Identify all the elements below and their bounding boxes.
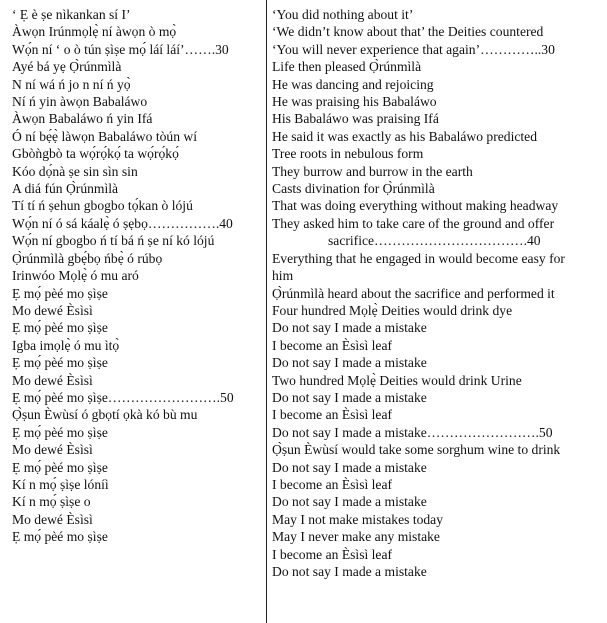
english-line-1: ‘You did nothing about it’ bbox=[272, 7, 414, 22]
english-line-20: I become an Èsìsì leaf bbox=[272, 337, 393, 353]
yoruba-line-30: Mo dewé Èsìsì bbox=[12, 511, 93, 527]
english-line-12: That was doing everything without making headway bbox=[272, 198, 559, 214]
english-line-7: His Babaláwo was praising Ifá bbox=[272, 111, 439, 127]
english-line-9: Tree roots in nebulous form bbox=[272, 146, 424, 162]
yoruba-line-6: Ní ń yin àwọn Babaláwo bbox=[12, 94, 148, 110]
english-line-24: I become an Èsìsì leaf bbox=[272, 407, 393, 423]
yoruba-line-16: Irinwóo Mọlẹ̀ ó mu aró bbox=[12, 268, 139, 284]
english-line-11: Casts divination for Ọ̀rúnmìlà bbox=[272, 181, 435, 197]
english-line-31: May I never make any mistake bbox=[272, 529, 440, 545]
english-line-18: Four hundred Mọlẹ̀ Deities would drink dye bbox=[272, 302, 513, 318]
yoruba-line-31: Ẹ mọ́ pèé mo ṣìṣe bbox=[12, 529, 108, 545]
english-line-15: Everything that he engaged in would become easy for bbox=[272, 250, 565, 266]
yoruba-line-12: Tí tí ń ṣehun gbogbo tọ́kan ò lójú bbox=[12, 198, 193, 214]
english-line-30: May I not make mistakes today bbox=[272, 511, 444, 527]
yoruba-line-15: Ọ̀rúnmìlà gbẹ́bọ ńbẹ̀ ó rúbọ bbox=[12, 250, 163, 266]
yoruba-line-17: Ẹ mọ́ pèé mo ṣìṣe bbox=[12, 285, 108, 301]
yoruba-line-22: Mo dewé Èsìsì bbox=[12, 372, 93, 388]
yoruba-line-13: Wọ́n ní ó sá káalẹ̀ ó ṣẹbọ…………….40 bbox=[12, 215, 233, 231]
english-line-21: Do not say I made a mistake bbox=[272, 355, 427, 371]
english-line-19: Do not say I made a mistake bbox=[272, 320, 427, 336]
yoruba-line-10: Kóo dọ́nà ṣe sin sìn sin bbox=[12, 163, 138, 179]
english-line-10: They burrow and burrow in the earth bbox=[272, 163, 473, 179]
english-line-5: He was dancing and rejoicing bbox=[272, 76, 434, 92]
yoruba-line-2: Àwọn Irúnmọlẹ̀ ní àwọn ò mọ̀ bbox=[12, 24, 177, 40]
yoruba-line-4: Ayé bá yẹ Ọ̀rúnmìlà bbox=[12, 59, 122, 75]
english-line-22: Two hundred Mọlẹ̀ Deities would drink Urine bbox=[272, 372, 522, 388]
english-line-16: him bbox=[272, 268, 294, 284]
english-line-3: ‘You will never experience that again’…………..30 bbox=[272, 41, 555, 57]
yoruba-line-23: Ẹ mọ́ pèé mo ṣìṣe…………………….50 bbox=[12, 389, 234, 405]
english-line-14: sacrifice…………………………….40 bbox=[328, 233, 541, 249]
english-line-25: Do not say I made a mistake…………………….50 bbox=[272, 424, 553, 440]
english-line-28: I become an Èsìsì leaf bbox=[272, 476, 393, 492]
english-line-2: ‘We didn’t know about that’ the Deities countered bbox=[272, 24, 544, 40]
english-translation-column bbox=[272, 6, 602, 580]
english-line-8: He said it was exactly as his Babaláwo predicted bbox=[272, 128, 537, 144]
yoruba-line-28: Kí n mọ́ ṣìṣe lóníì bbox=[12, 476, 109, 492]
yoruba-line-26: Mo dewé Èsìsì bbox=[12, 442, 93, 458]
english-line-4: Life then pleased Ọ̀rúnmìlà bbox=[272, 59, 422, 75]
english-line-27: Do not say I made a mistake bbox=[272, 459, 427, 475]
english-line-13: They asked him to take care of the ground and offer bbox=[272, 215, 555, 231]
yoruba-line-1: ‘ Ẹ è ṣe nìkankan sí I’ bbox=[12, 7, 131, 22]
yoruba-line-29: Kí n mọ́ ṣìṣe o bbox=[12, 494, 91, 510]
english-line-6: He was praising his Babaláwo bbox=[272, 94, 437, 110]
yoruba-line-25: Ẹ mọ́ pèé mo ṣìṣe bbox=[12, 424, 108, 440]
yoruba-line-21: Ẹ mọ́ pèé mo ṣìṣe bbox=[12, 355, 108, 371]
english-line-29: Do not say I made a mistake bbox=[272, 494, 427, 510]
yoruba-line-24: Ọ̀ṣun Èwùsí ó gbọtí ọkà kó bù mu bbox=[12, 407, 198, 423]
yoruba-line-20: Igba imọlẹ̀ ó mu ìtọ̀ bbox=[12, 337, 120, 353]
english-line-33: Do not say I made a mistake bbox=[272, 564, 427, 579]
yoruba-line-19: Ẹ mọ́ pèé mo ṣìṣe bbox=[12, 320, 108, 336]
english-line-23: Do not say I made a mistake bbox=[272, 389, 427, 405]
yoruba-line-8: Ó ní bẹ́ẹ̀ làwọn Babaláwo tòún wí bbox=[12, 128, 197, 144]
column-divider bbox=[266, 0, 267, 623]
yoruba-line-14: Wọ́n ní gbogbo ń tí bá ń ṣe ní kó lójú bbox=[12, 233, 215, 249]
yoruba-line-7: Àwọn Babaláwo ń yin Ifá bbox=[12, 111, 153, 127]
english-line-17: Ọ̀rúnmìlà heard about the sacrifice and performed it bbox=[272, 285, 555, 301]
yoruba-line-27: Ẹ mọ́ pèé mo ṣìṣe bbox=[12, 459, 108, 475]
english-line-26: Ọ̀ṣun Èwùsí would take some sorghum wine to drink bbox=[272, 442, 561, 458]
yoruba-line-5: N ní wá ń jo n ní ń yọ̀ bbox=[12, 76, 131, 92]
english-line-32: I become an Èsìsì leaf bbox=[272, 546, 393, 562]
yoruba-line-11: A diá fún Ọ̀rúnmìlà bbox=[12, 181, 119, 197]
yoruba-line-18: Mo dewé Èsìsì bbox=[12, 302, 93, 318]
yoruba-line-9: Gbòǹgbò ta wọ́rọ́kọ́ ta wọ́rọ́kọ́ bbox=[12, 146, 179, 162]
yoruba-verse-column bbox=[12, 6, 260, 546]
yoruba-line-3: Wọ́n ní ‘ o ò tún ṣìṣe mọ́ láí láí’…….30 bbox=[12, 41, 229, 57]
